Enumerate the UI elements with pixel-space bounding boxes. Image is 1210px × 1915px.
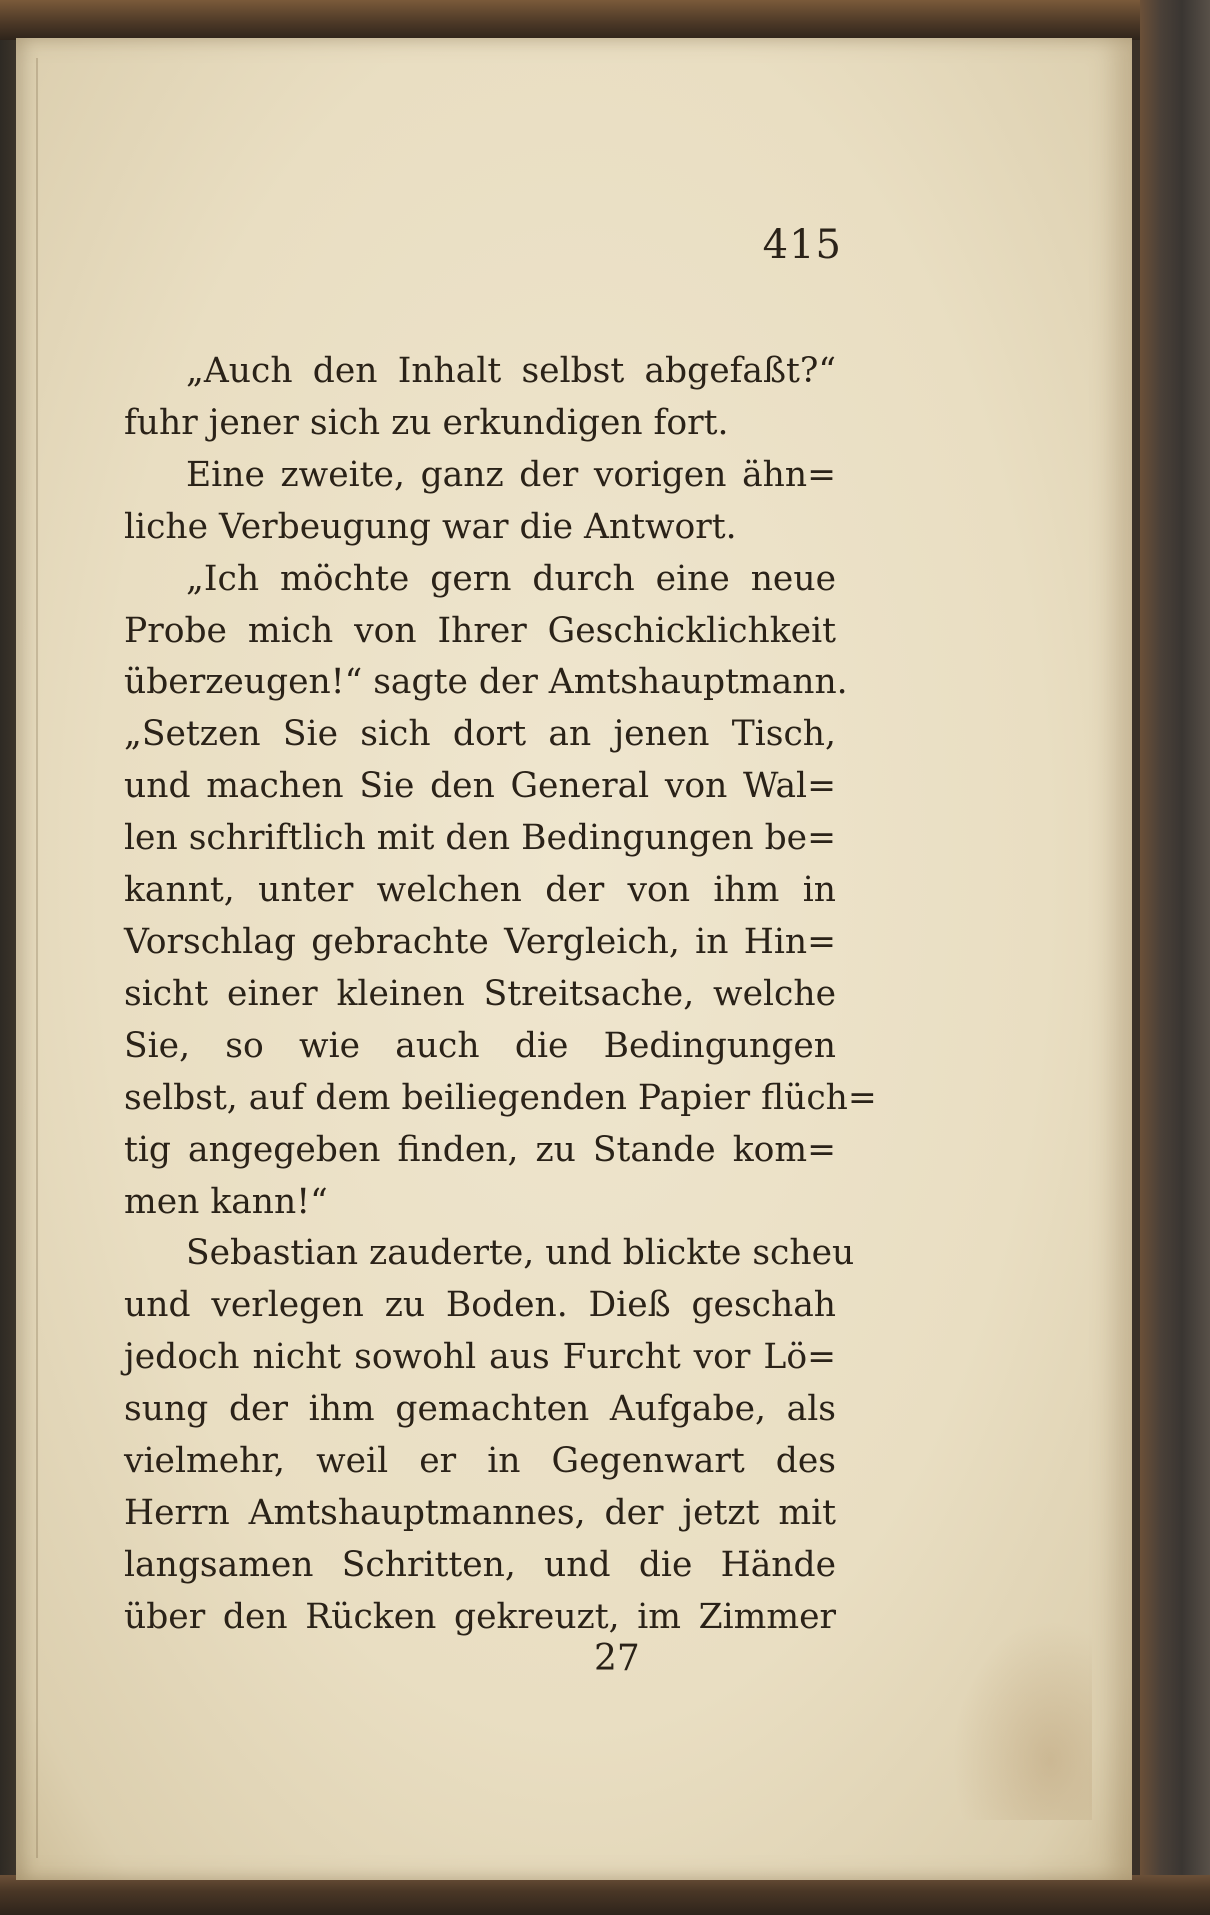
text-line: liche Verbeugung war die Antwort. — [124, 506, 737, 547]
text-line: Sebastian zauderte, und blickte scheu — [186, 1233, 855, 1274]
book-cover-top-edge — [0, 0, 1210, 40]
text-line: überzeugen!“ sagte der Amtshauptmann. — [124, 662, 848, 703]
page-gutter — [36, 58, 38, 1858]
page-stain — [952, 1620, 1092, 1820]
text-line: „Auch den Inhalt selbst abgefaßt?“ — [186, 351, 836, 391]
text-line: über den Rücken gekreuzt, im Zimmer — [124, 1596, 836, 1637]
book-cover-right-edge — [1140, 0, 1210, 1915]
text-line: „Setzen Sie sich dort an jenen Tisch, — [124, 714, 836, 755]
text-line: len schriftlich mit den Bedingungen be= — [124, 818, 836, 859]
text-line: „Ich möchte gern durch eine neue — [186, 558, 836, 599]
text-line: Herrn Amtshauptmannes, der jetzt mit — [124, 1492, 836, 1533]
text-line: sung der ihm gemachten Aufgabe, als — [124, 1389, 836, 1430]
text-line: selbst, auf dem beiliegenden Papier flüch= — [124, 1077, 877, 1118]
page-number: 415 — [762, 222, 842, 268]
text-line: tig angegeben finden, zu Stande kom= — [124, 1129, 836, 1170]
text-line: sicht einer kleinen Streitsache, welche — [124, 973, 836, 1014]
text-line: Eine zweite, ganz der vorigen ähn= — [186, 454, 836, 495]
text-line: vielmehr, weil er in Gegenwart des — [124, 1441, 836, 1482]
text-line: men kann!“ — [124, 1181, 328, 1222]
body-text — [124, 346, 877, 1644]
text-line: und machen Sie den General von Wal= — [124, 766, 836, 807]
text-line: Vorschlag gebrachte Vergleich, in Hin= — [124, 921, 836, 962]
text-line: Sie, so wie auch die Bedingungen — [124, 1025, 836, 1066]
text-line: fuhr jener sich zu erkundigen fort. — [124, 402, 729, 443]
text-line: langsamen Schritten, und die Hände — [124, 1544, 836, 1585]
book-cover-bottom-edge — [0, 1875, 1210, 1915]
text-line: und verlegen zu Boden. Dieß geschah — [124, 1285, 836, 1326]
printer-signature-mark: 27 — [594, 1638, 640, 1679]
text-line: jedoch nicht sowohl aus Furcht vor Lö= — [124, 1337, 836, 1378]
text-line: kannt, unter welchen der von ihm in — [124, 870, 836, 911]
text-line: Probe mich von Ihrer Geschicklichkeit — [124, 610, 836, 651]
